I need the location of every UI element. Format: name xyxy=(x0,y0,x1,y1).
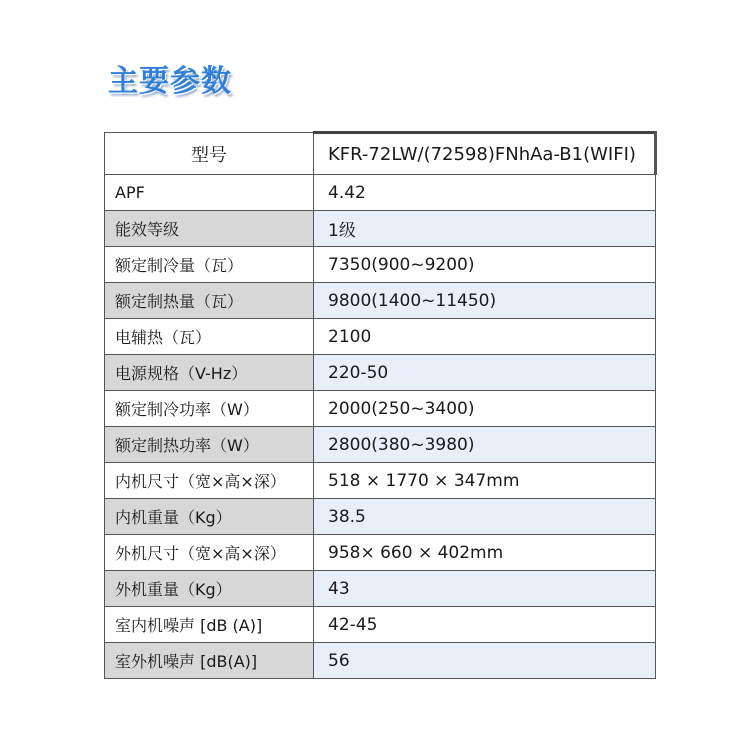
row-label: 室内机噪声 [dB (A)] xyxy=(105,607,314,643)
table-row xyxy=(105,499,656,535)
table-row xyxy=(105,571,656,607)
row-label: 额定制热功率（W） xyxy=(105,427,314,463)
header-label-cell: 型号 xyxy=(105,133,314,175)
row-label: 能效等级 xyxy=(105,211,314,247)
row-label: 额定制冷功率（W） xyxy=(105,391,314,427)
row-value: 56 xyxy=(314,643,656,679)
table-row xyxy=(105,607,656,643)
row-value: 2800(380~3980) xyxy=(314,427,656,463)
row-label: 外机重量（Kg） xyxy=(105,571,314,607)
row-value: 38.5 xyxy=(314,499,656,535)
table-row xyxy=(105,643,656,679)
row-value: 4.42 xyxy=(314,175,656,211)
row-label: APF xyxy=(105,175,314,211)
row-value: 958× 660 × 402mm xyxy=(314,535,656,571)
table-row xyxy=(105,247,656,283)
header-value-cell: KFR-72LW/(72598)FNhAa-B1(WIFI) xyxy=(314,133,656,175)
table-row xyxy=(105,283,656,319)
row-value: 518 × 1770 × 347mm xyxy=(314,463,656,499)
row-value: 9800(1400~11450) xyxy=(314,283,656,319)
row-label: 内机重量（Kg） xyxy=(105,499,314,535)
row-value: 2100 xyxy=(314,319,656,355)
spec-table xyxy=(104,131,657,679)
row-label: 外机尺寸（宽×高×深） xyxy=(105,535,314,571)
table-row xyxy=(105,535,656,571)
row-value: 1级 xyxy=(314,211,656,247)
row-label: 电辅热（瓦） xyxy=(105,319,314,355)
table-row xyxy=(105,355,656,391)
table-row xyxy=(105,391,656,427)
table-header-row xyxy=(105,133,656,175)
table-row xyxy=(105,427,656,463)
page-title: 主要参数 xyxy=(108,64,232,99)
row-value: 43 xyxy=(314,571,656,607)
row-label: 额定制热量（瓦） xyxy=(105,283,314,319)
table-row xyxy=(105,211,656,247)
row-value: 2000(250~3400) xyxy=(314,391,656,427)
row-label: 室外机噪声 [dB(A)] xyxy=(105,643,314,679)
table-row xyxy=(105,319,656,355)
row-value: 42-45 xyxy=(314,607,656,643)
row-label: 内机尺寸（宽×高×深） xyxy=(105,463,314,499)
row-label: 电源规格（V-Hz） xyxy=(105,355,314,391)
row-label: 额定制冷量（瓦） xyxy=(105,247,314,283)
table-row xyxy=(105,463,656,499)
row-value: 7350(900~9200) xyxy=(314,247,656,283)
row-value: 220-50 xyxy=(314,355,656,391)
table-row xyxy=(105,175,656,211)
